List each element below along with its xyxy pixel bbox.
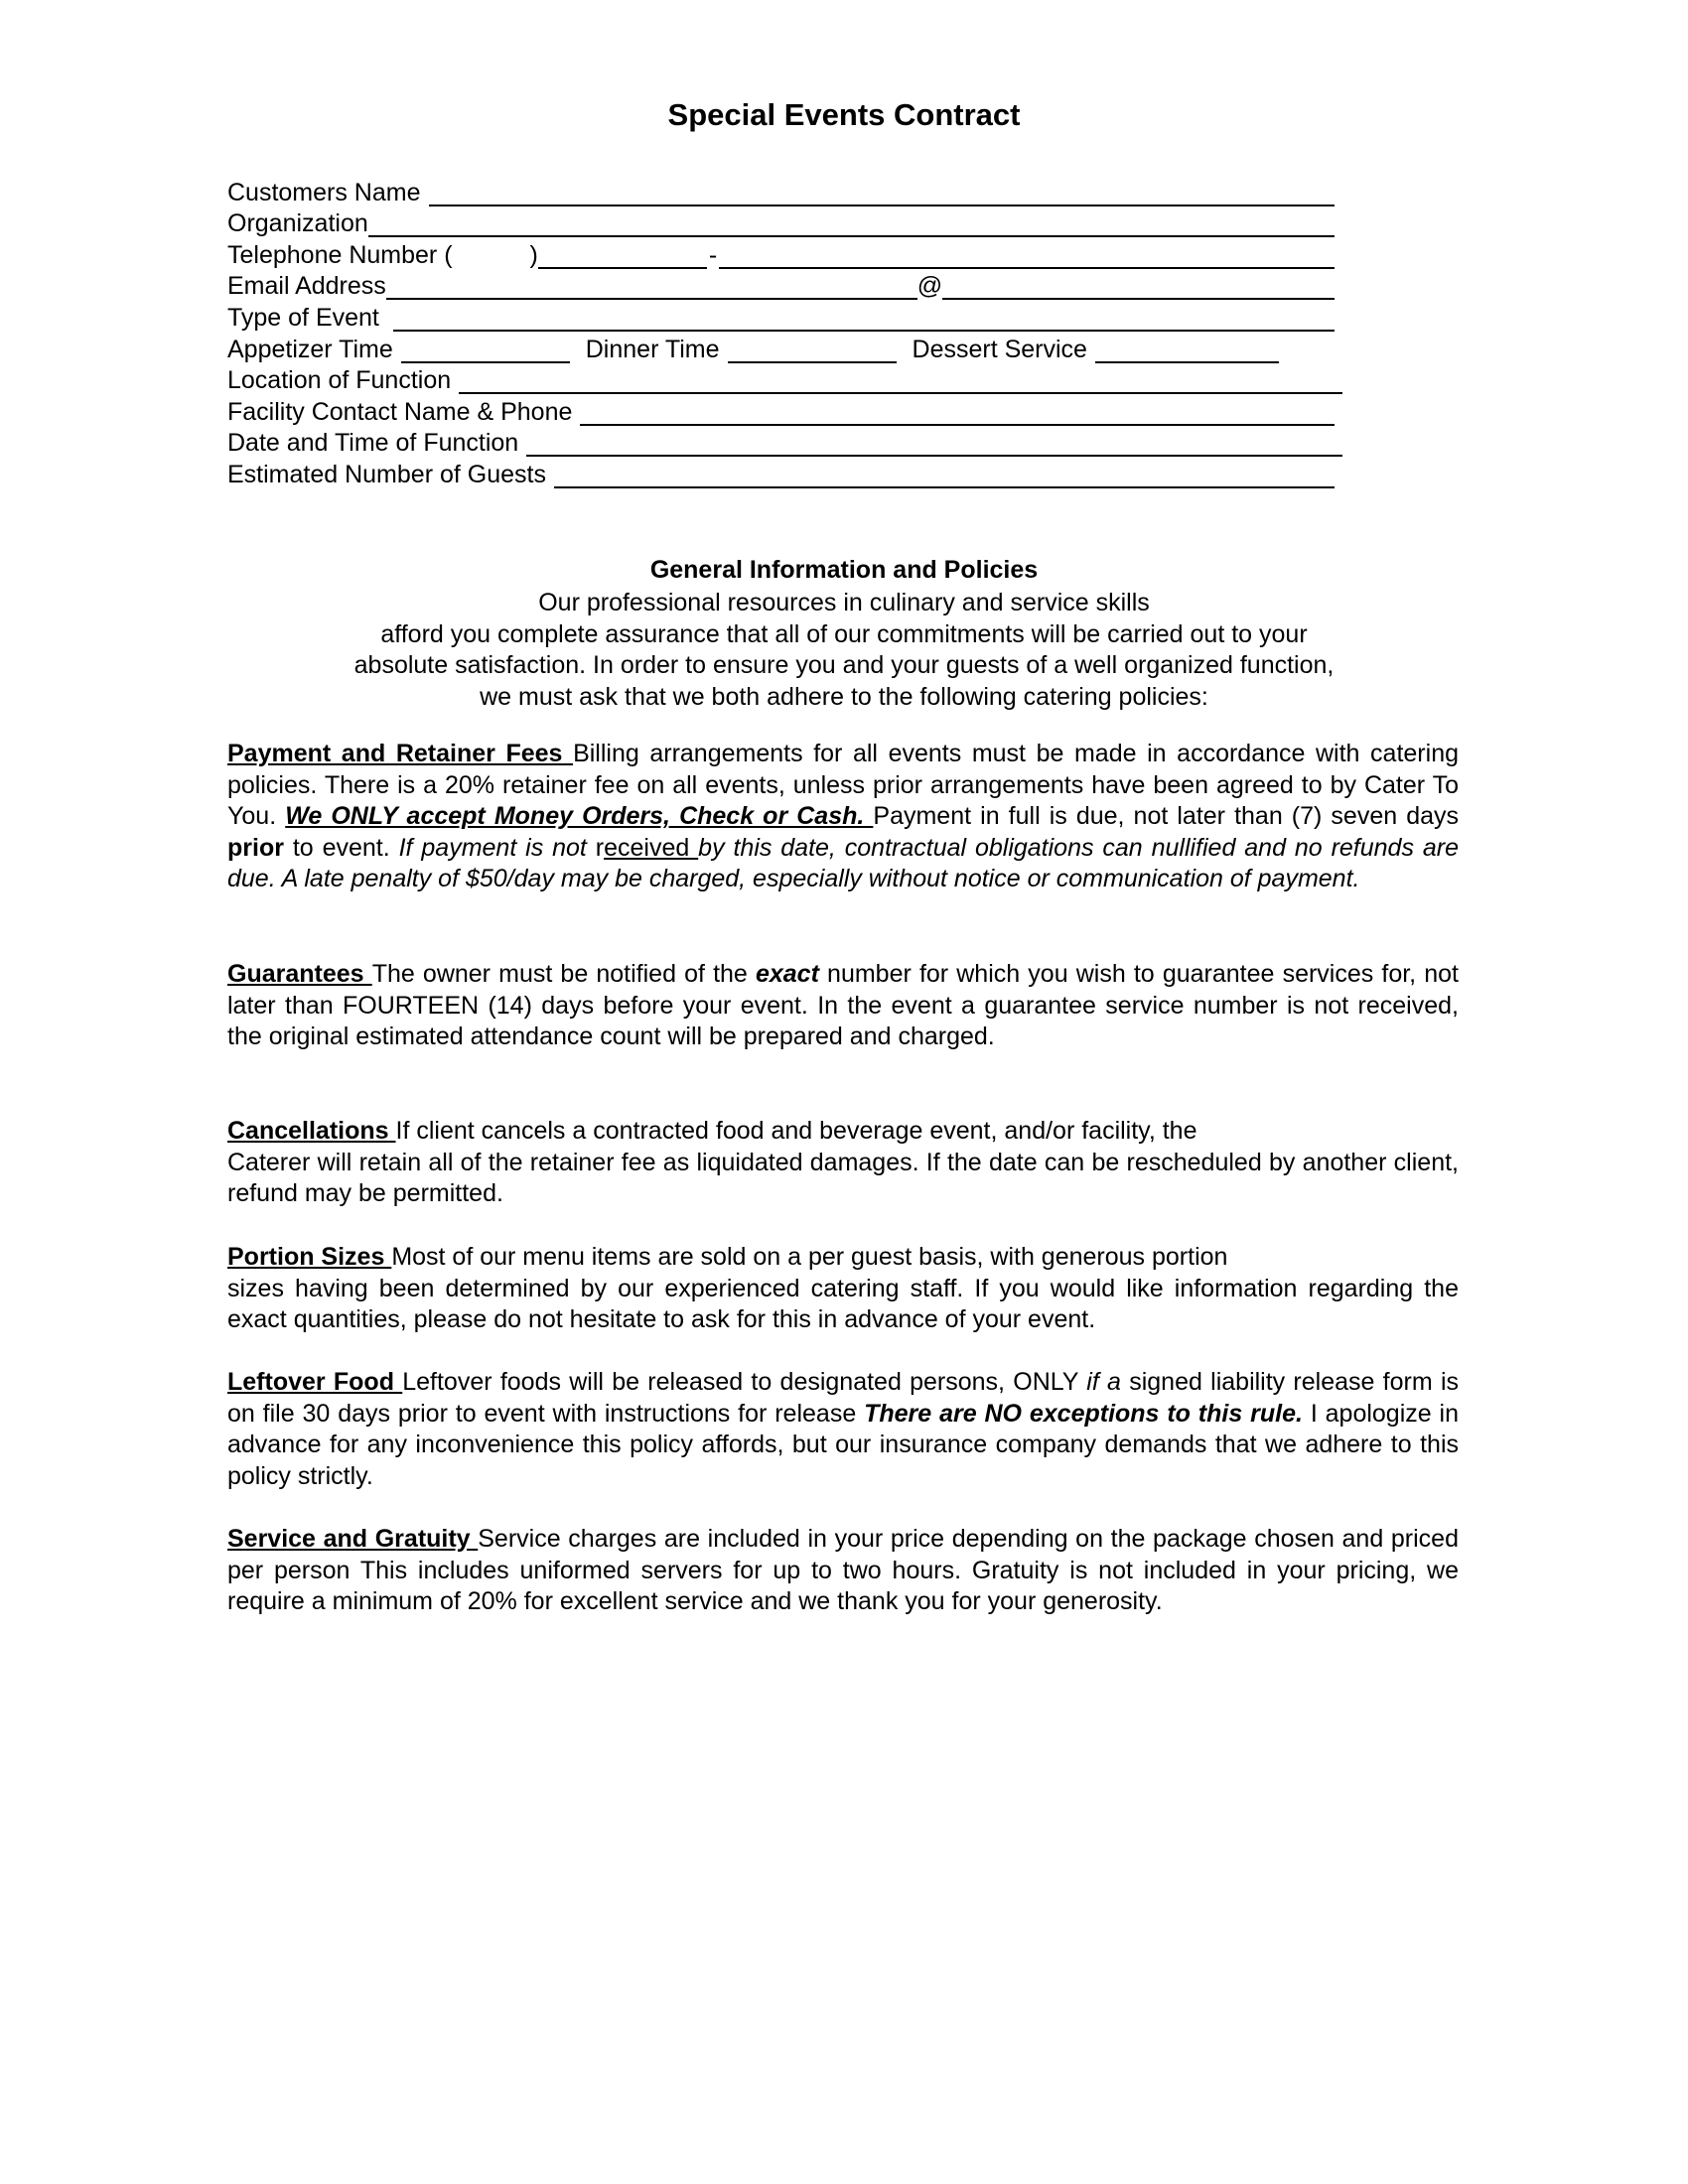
- date-time-field[interactable]: [526, 433, 1342, 457]
- telephone-paren: ): [529, 240, 538, 269]
- leftover-food-text: signed liability release form is on file 30 days prior to event with instructions for release: [227, 1368, 1459, 1428]
- guarantees-heading: Guarantees: [227, 960, 372, 988]
- guests-field[interactable]: [554, 465, 1335, 488]
- payment-text: Payment in full is due, not later than (7) seven days: [873, 802, 1460, 831]
- facility-contact-field[interactable]: [580, 402, 1335, 426]
- cancellations-heading: Cancellations: [227, 1117, 396, 1145]
- contract-form: [227, 175, 1335, 488]
- telephone-prefix-field[interactable]: [538, 245, 707, 269]
- telephone-dash: -: [708, 240, 718, 269]
- cancellations-text: Caterer will retain all of the retainer fee as liquidated damages. If the date can be rescheduled by another client, refund may be permitted.: [227, 1148, 1459, 1208]
- service-gratuity-heading: Service and Gratuity: [227, 1525, 479, 1553]
- dessert-service-field[interactable]: [1095, 340, 1279, 363]
- leftover-food-text: I apologize in advance for any inconvenience this policy affords, but our insurance company demands that we adhere to this policy strictly.: [227, 1399, 1460, 1490]
- page-title: Special Events Contract: [667, 97, 1021, 132]
- intro-line: absolute satisfaction. In order to ensure you and your guests of a well organized function,: [353, 651, 1335, 680]
- payment-text: Billing arrangements for all events must be made in accordance with catering policies. There is a 20% retainer fee on all events, unless prior arrangements have been agreed to by Cater To You.: [227, 740, 1459, 831]
- telephone-label: Telephone Number (: [227, 240, 453, 269]
- email-label: Email Address: [227, 272, 386, 301]
- email-domain-field[interactable]: [942, 276, 1335, 300]
- appetizer-time-label: Appetizer Time: [227, 335, 393, 363]
- leftover-food-text: Leftover foods will be released to designated persons, ONLY: [402, 1368, 1087, 1396]
- general-info-title: General Information and Policies: [649, 556, 1039, 584]
- leftover-food-policy: [227, 1367, 1459, 1492]
- location-field[interactable]: [459, 370, 1342, 394]
- customers-name-label: Customers Name: [227, 178, 421, 206]
- portion-sizes-heading: Portion Sizes: [227, 1243, 392, 1271]
- leftover-food-heading: Leftover Food: [227, 1368, 403, 1396]
- type-of-event-label: Type of Event: [227, 303, 379, 332]
- leftover-food-italic: if a: [1086, 1368, 1121, 1396]
- telephone-row: [227, 237, 1335, 269]
- location-row: [227, 363, 1335, 395]
- customers-name-field[interactable]: [429, 183, 1336, 206]
- portion-sizes-text: Most of our menu items are sold on a per guest basis, with generous portion: [391, 1243, 1228, 1271]
- dinner-time-label: Dinner Time: [585, 335, 720, 363]
- general-info-intro: [0, 588, 1688, 713]
- facility-contact-label: Facility Contact Name & Phone: [227, 397, 573, 426]
- dinner-time-field[interactable]: [728, 340, 897, 363]
- location-label: Location of Function: [227, 366, 452, 395]
- facility-contact-row: [227, 394, 1335, 426]
- payment-received: eceived: [604, 833, 699, 862]
- payment-italic: If payment is not: [398, 833, 596, 862]
- leftover-food-exceptions: There are NO exceptions to this rule.: [864, 1399, 1303, 1428]
- type-of-event-row: [227, 300, 1335, 332]
- portion-sizes-text: sizes having been determined by our experienced catering staff. If you would like information regarding the exact quantities, please do not hesitate to ask for this in advance of your event.: [227, 1274, 1459, 1334]
- dessert-service-label: Dessert Service: [912, 335, 1087, 363]
- guests-label: Estimated Number of Guests: [227, 460, 546, 488]
- service-gratuity-text: Service charges are included in your price depending on the package chosen and priced per person This includes uniformed servers for up to two hours. Gratuity is not included in your pricing, we require a minimum of 20% for excellent service and we thank you for your generosity.: [227, 1525, 1459, 1616]
- email-user-field[interactable]: [386, 276, 917, 300]
- payment-prior: prior: [227, 833, 284, 862]
- guests-row: [227, 457, 1335, 488]
- intro-line: afford you complete assurance that all of our commitments will be carried out to your: [380, 619, 1308, 648]
- cancellations-text: If client cancels a contracted food and beverage event, and/or facility, the: [395, 1117, 1197, 1145]
- payment-italic: by this date, contractual obligations can nullified and no refunds are due. A late penalty of $50/day may be charged, especially without notice or communication of payment.: [227, 833, 1459, 893]
- payment-methods: We ONLY accept Money Orders, Check or Cash.: [285, 802, 874, 831]
- telephone-number-field[interactable]: [719, 245, 1335, 269]
- guarantees-text: The owner must be notified of the: [371, 960, 756, 988]
- portion-sizes-policy: [227, 1242, 1459, 1336]
- payment-text: r: [595, 833, 605, 862]
- payment-policy: [227, 739, 1459, 895]
- email-row: [227, 269, 1335, 301]
- intro-line: Our professional resources in culinary and service skills: [538, 589, 1150, 616]
- customers-name-row: [227, 175, 1335, 206]
- organization-row: [227, 206, 1335, 238]
- organization-label: Organization: [227, 209, 368, 238]
- date-time-label: Date and Time of Function: [227, 429, 519, 458]
- guarantees-policy: [227, 959, 1459, 1053]
- appetizer-time-field[interactable]: [401, 340, 570, 363]
- times-row: [227, 332, 1335, 363]
- payment-heading: Payment and Retainer Fees: [227, 740, 574, 767]
- email-at: @: [916, 272, 943, 301]
- organization-field[interactable]: [368, 213, 1335, 237]
- intro-line: we must ask that we both adhere to the following catering policies:: [480, 682, 1208, 711]
- type-of-event-field[interactable]: [393, 308, 1335, 332]
- cancellations-policy: [227, 1116, 1459, 1210]
- guarantees-text: number for which you wish to guarantee services for, not later than FOURTEEN (14) days before your event. In the event a guarantee service number is not received, the original estimated attendance count will be prepared and charged.: [227, 960, 1459, 1051]
- service-gratuity-policy: [227, 1524, 1459, 1618]
- payment-text: to event.: [283, 833, 399, 862]
- date-time-row: [227, 426, 1335, 458]
- guarantees-exact: exact: [755, 960, 819, 988]
